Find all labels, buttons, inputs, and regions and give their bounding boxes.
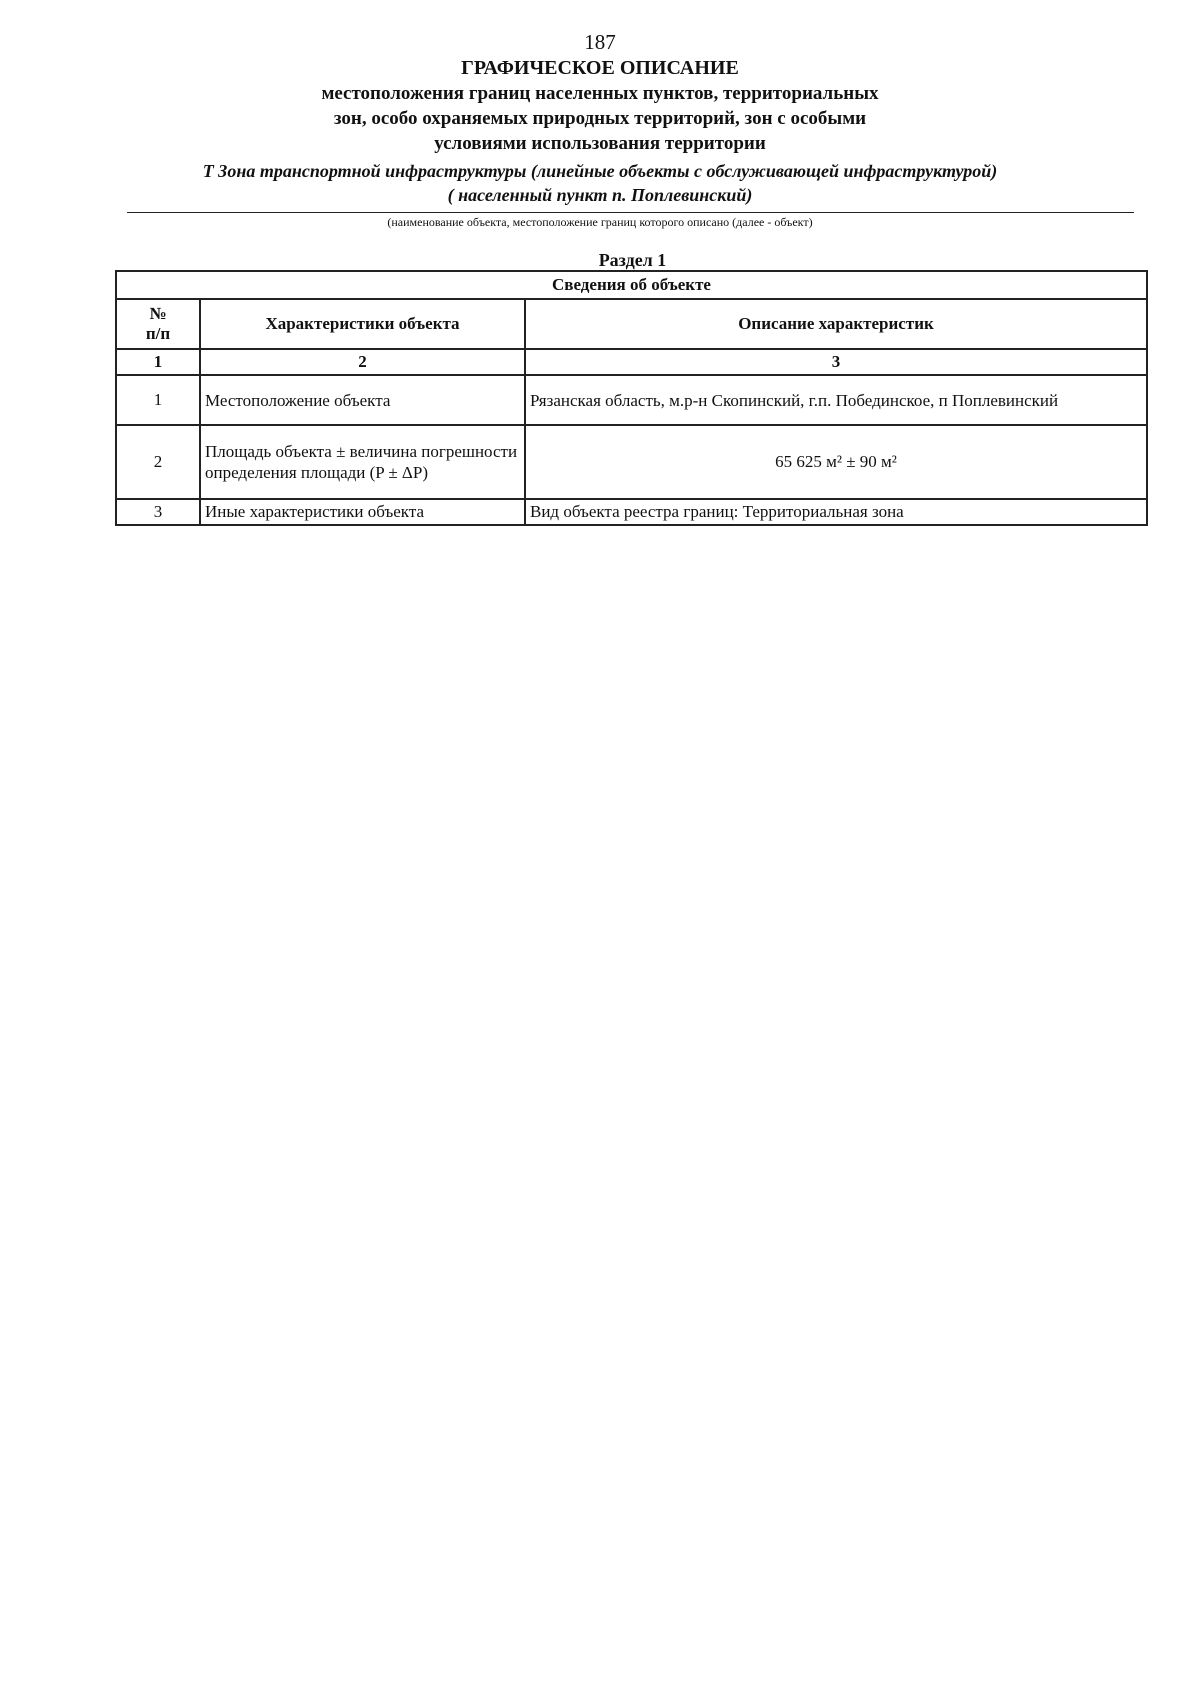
object-name-line-2: ( населенный пункт п. Поплевинский) [447,185,753,205]
document-subtitle-line-3: условиями использования территории [434,133,766,154]
row-characteristic: Площадь объекта ± величина погрешности определения площади (P ± ΔP) [200,425,525,499]
column-header-number: № п/п [116,299,200,349]
column-header-characteristic: Характеристики объекта [200,299,525,349]
column-number: 1 [116,349,200,375]
object-name-line-1: Т Зона транспортной инфраструктуры (линейные объекты с обслуживающей инфраструктурой) [202,161,998,181]
row-index: 2 [116,425,200,499]
document-title: ГРАФИЧЕСКОЕ ОПИСАНИЕ [461,57,739,79]
column-number-row [116,349,1147,375]
section-title: Раздел 1 [598,250,667,270]
column-header-description: Описание характеристик [525,299,1147,349]
page-number: 187 [584,30,616,54]
object-caption: (наименование объекта, местоположение границ которого описано (далее - объект) [387,215,813,229]
row-index: 1 [116,375,200,425]
document-header [0,56,1200,207]
row-description: Вид объекта реестра границ: Территориальная зона [525,499,1147,525]
underline-rule [127,212,1134,213]
table-header-row [116,299,1147,349]
table-caption: Сведения об объекте [116,271,1147,299]
table-row [116,425,1147,499]
row-index: 3 [116,499,200,525]
object-info-table [115,270,1148,526]
document-subtitle-line-1: местоположения границ населенных пунктов, территориальных [321,83,879,104]
row-description: 65 625 м² ± 90 м² [525,425,1147,499]
document-subtitle-line-2: зон, особо охраняемых природных территорий, зон с особыми [333,108,867,129]
table-row [116,375,1147,425]
row-characteristic: Иные характеристики объекта [200,499,525,525]
table-row [116,499,1147,525]
column-number: 2 [200,349,525,375]
row-description: Рязанская область, м.р-н Скопинский, г.п. Побединское, п Поплевинский [525,375,1147,425]
row-characteristic: Местоположение объекта [200,375,525,425]
object-name [0,159,1200,207]
column-number: 3 [525,349,1147,375]
table-caption-row [116,271,1147,299]
